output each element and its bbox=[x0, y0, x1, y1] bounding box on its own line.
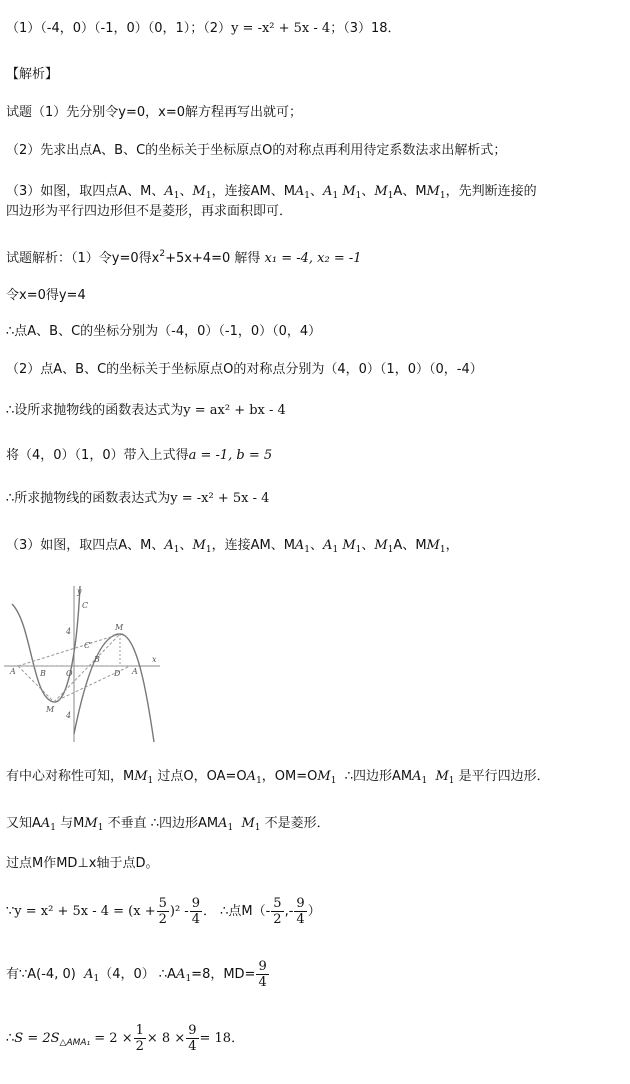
curve-left bbox=[12, 586, 80, 702]
symmetry-line: 有中心对称性可知，$MM_1$ 过点O，$OA=OA_1$，$OM=OM_1$ ∴四边形$AMA_1$ $M_1$ 是平行四边形． bbox=[6, 769, 550, 786]
label-b: B bbox=[40, 669, 46, 678]
solution-3: ∴点A、B、C的坐标分别为（-4，0）（-1，0）（0，4） bbox=[6, 324, 322, 339]
solution-5: ∴设所求抛物线的函数表达式为y = ax² + bx - 4 bbox=[6, 403, 286, 418]
solution-6: 将（4，0）（1，0）带入上式得a = -1, b = 5 bbox=[6, 448, 273, 463]
answer-part2: （2） bbox=[203, 21, 232, 36]
hint-3: （3）如图，取四点A、M、$A_1$、$M_1$，连接AM、$MA_1$、$A_1$ $M_1$、$M_1A$、$MM_1$，先判断连接的 bbox=[6, 184, 537, 201]
curve-right bbox=[74, 634, 154, 742]
solution-4: （2）点A、B、C的坐标关于坐标原点O的对称点分别为（4，0）（1，0）（0，-4） bbox=[6, 362, 483, 377]
label-a1: A bbox=[132, 667, 138, 676]
a1-symbol: $A_1$ bbox=[164, 184, 180, 201]
answer-part1: （1）（-4，0）（-1，0）（0，1）； bbox=[6, 21, 204, 36]
hint-2: （2）先求出点A、B、C的坐标关于坐标原点O的对称点再利用待定系数法求出解析式； bbox=[6, 143, 507, 158]
tick-minus-4: 4 bbox=[66, 711, 72, 720]
tick-4: 4 bbox=[66, 627, 72, 636]
parabola-figure bbox=[2, 584, 162, 744]
label-c: C bbox=[82, 601, 89, 610]
roots-equation: x₁ = -4, x₂ = -1 bbox=[264, 251, 362, 266]
solution-8: （3）如图，取四点A、M、$A_1$、$M_1$，连接AM、$MA_1$、$A_1$ $M_1$、$M_1A$、$MM_1$， bbox=[6, 538, 459, 555]
analysis-header: 【解析】 bbox=[6, 67, 59, 82]
label-m: M bbox=[46, 705, 55, 714]
answer-part3: ；（3）18． bbox=[330, 21, 401, 36]
not-rhombus-line: 又知$AA_1$ 与$MM_1$ 不垂直 ∴四边形$AMA_1$ $M_1$ 不是菱形． bbox=[6, 816, 330, 833]
solution-7: ∴所求抛物线的函数表达式为y = -x² + 5x - 4 bbox=[6, 491, 270, 506]
solution-2: 令x=0得y=4 bbox=[6, 288, 86, 303]
perpendicular-line: 过点M作MD⊥x轴于点D。 bbox=[6, 856, 159, 871]
parabola-equation: y = -x² + 5x - 4 bbox=[170, 491, 270, 506]
area-line: 有∵A(-4, 0) $A_1(4$，0） $\therefore AA_1=8$，MD= $\frac{9}{4}$ bbox=[6, 959, 267, 990]
label-d: D bbox=[114, 669, 121, 678]
hint-3-line-2: 四边形为平行四边形但不是菱形，再求面积即可． bbox=[6, 204, 293, 219]
label-b1: B bbox=[94, 655, 100, 664]
m1-symbol: $M_1$ bbox=[192, 184, 212, 201]
answer-equation: y = -x² + 5x - 4 bbox=[231, 21, 331, 36]
coefficients: a = -1, b = 5 bbox=[188, 448, 273, 463]
label-a: A bbox=[10, 667, 16, 676]
hint-1: 试题（1）先分别令y=0，x=0解方程再写出就可； bbox=[6, 105, 302, 120]
vertex-line: ∵y = x² + 5x - 4 = (x + $\frac{5}{2}$ )² - $\frac{9}{4}$ ． ∴点M（- $\frac{5}{2}$ ,- $\frac{9}{4}$ ） bbox=[6, 896, 321, 927]
solution-1: 试题解析：（1）令y=0得$x^2+5x+4=0$ 解得 x₁ = -4, x₂ = -1 bbox=[6, 249, 362, 266]
label-m1: M bbox=[115, 623, 124, 632]
label-o: O bbox=[66, 669, 73, 678]
answer-line bbox=[6, 20, 401, 38]
label-y: y bbox=[77, 587, 82, 596]
label-c1: C′ bbox=[84, 641, 92, 650]
final-area-line: ∴S = $2S_{\triangle AMA_1} = 2$ × $\frac{1}{2}$ × 8 × $\frac{9}{4}$ = 18． bbox=[6, 1023, 245, 1054]
label-x: x bbox=[152, 655, 157, 664]
general-form: y = ax² + bx - 4 bbox=[183, 403, 286, 418]
